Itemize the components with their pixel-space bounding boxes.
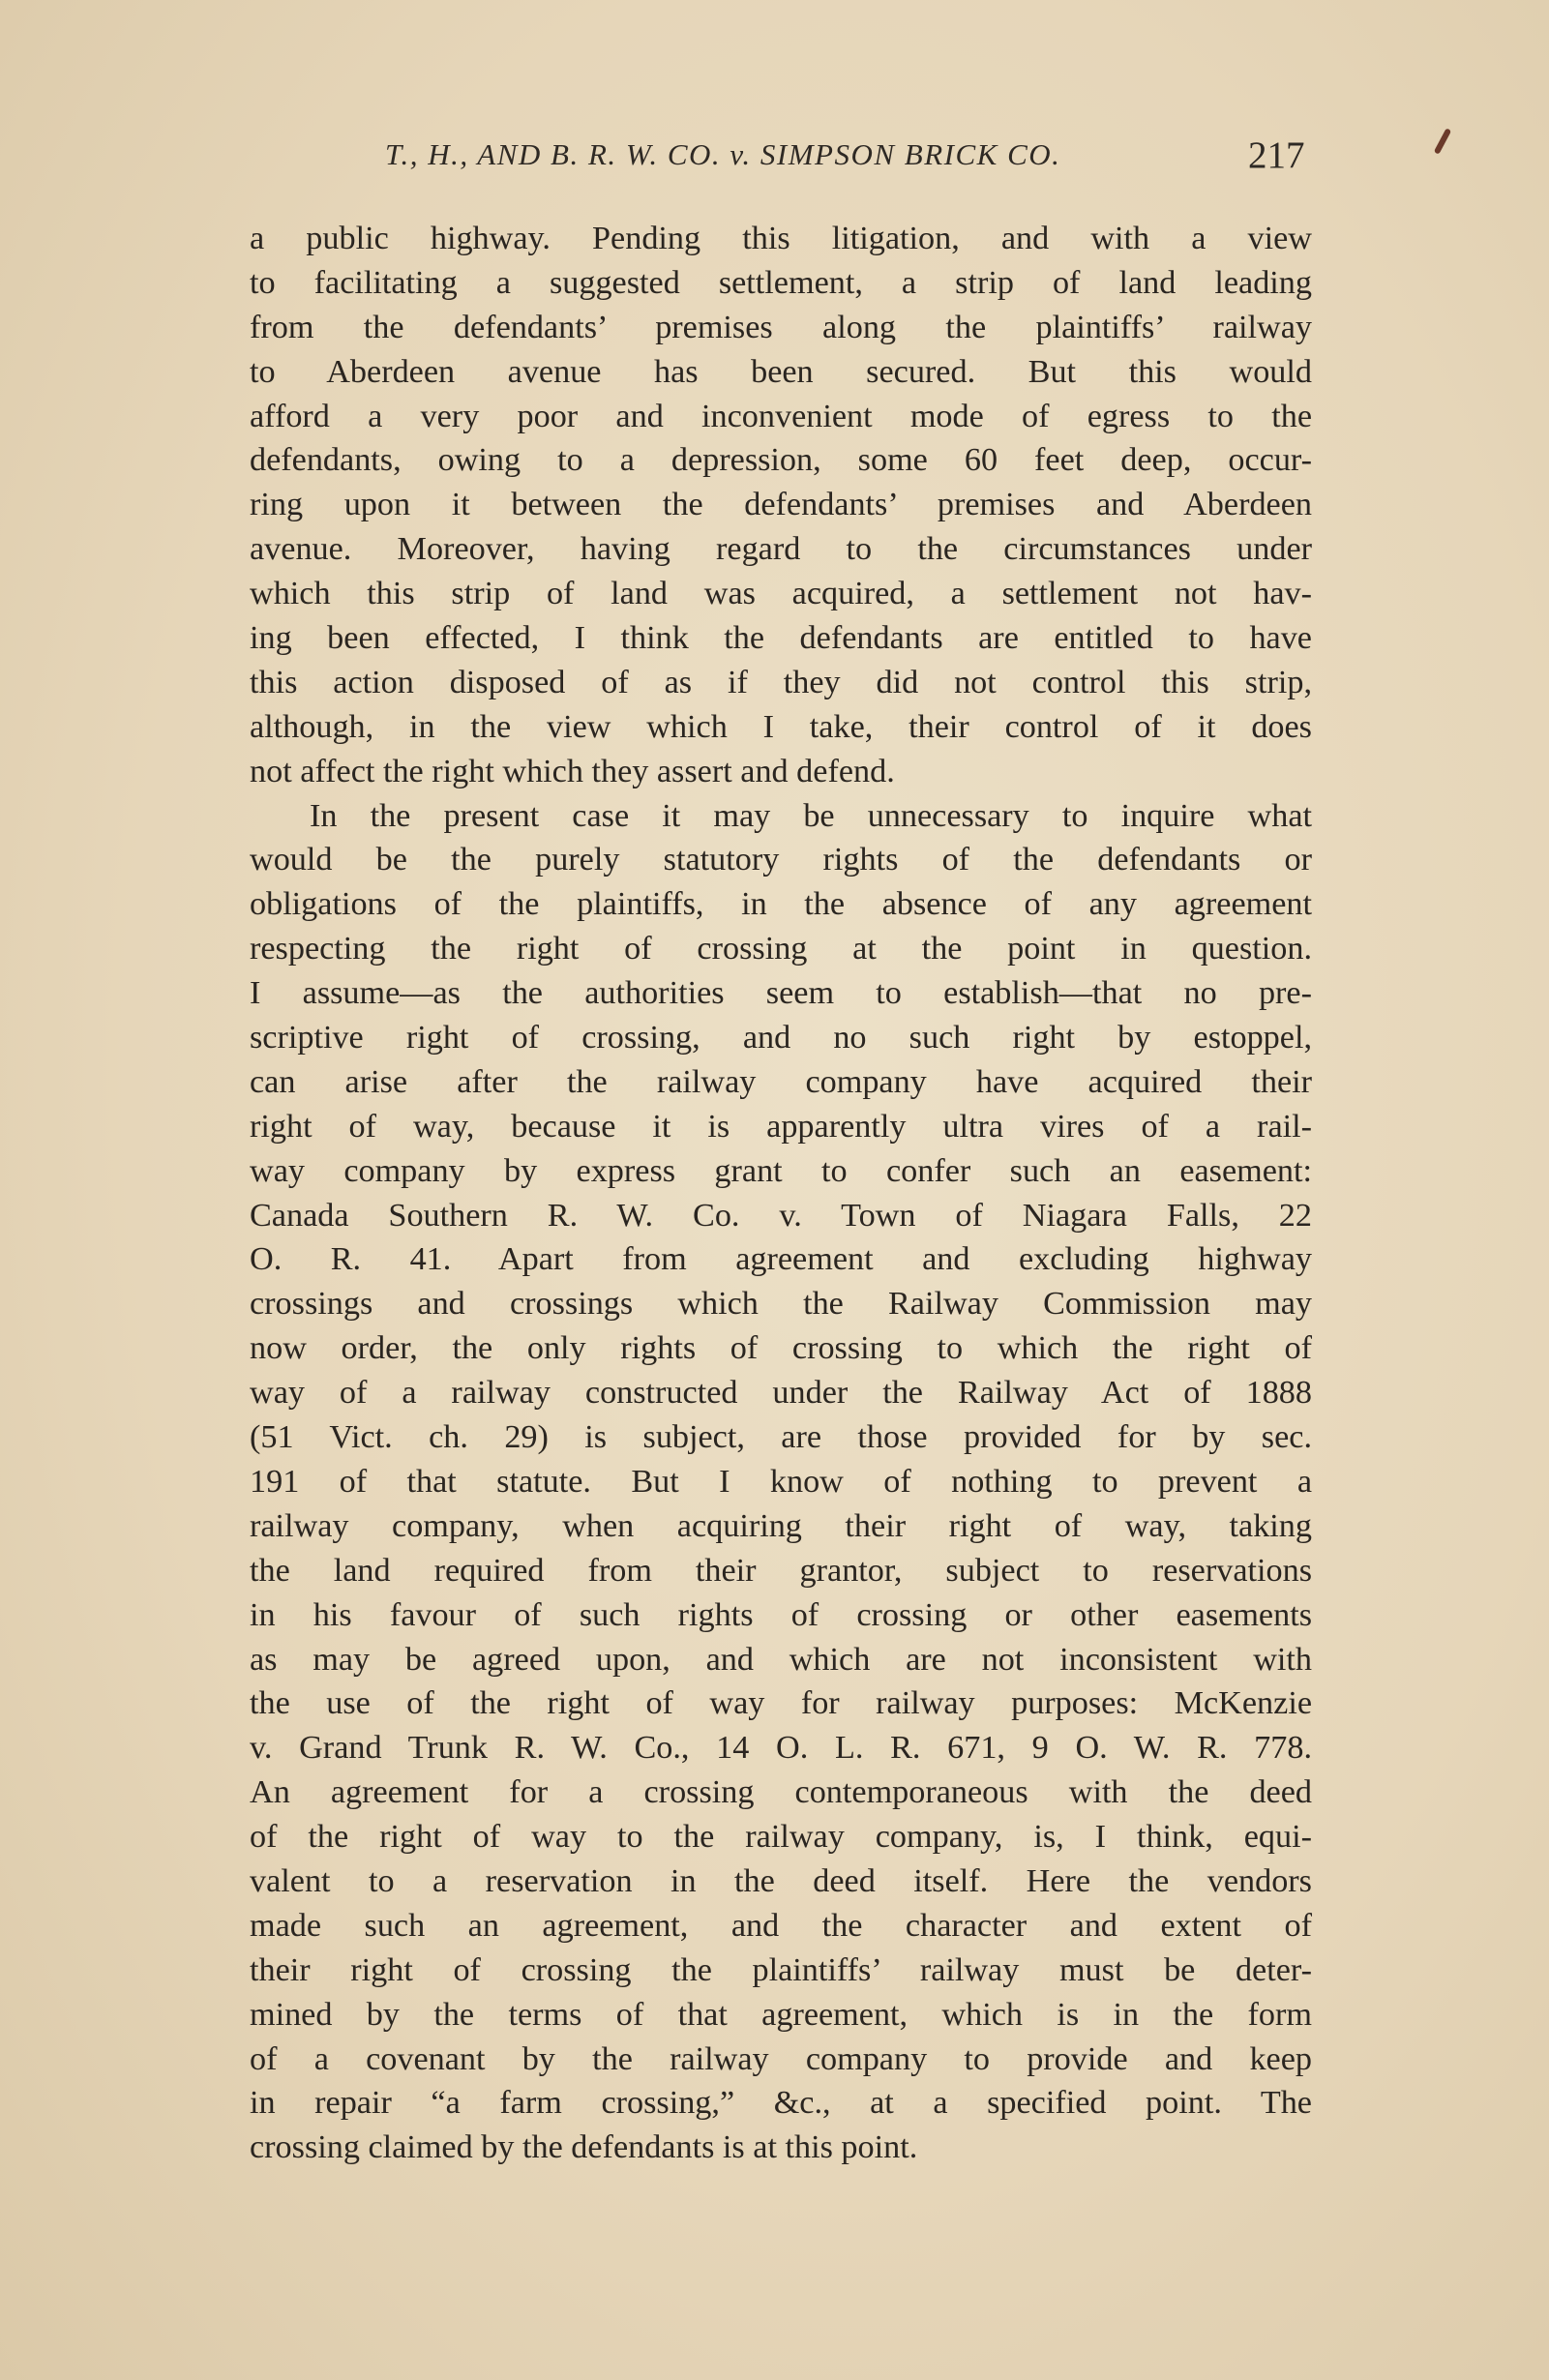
text-line: of the right of way to the railway company, is, I think, equi- — [250, 1819, 1312, 1856]
text-line: mined by the terms of that agreement, which is in the form — [250, 1996, 1312, 2033]
text-line: In the present case it may be unnecessary to inquire what — [310, 797, 1312, 834]
text-line: Canada Southern R. W. Co. v. Town of Niagara Falls, 22 — [250, 1197, 1312, 1234]
text-line: v. Grand Trunk R. W. Co., 14 O. L. R. 671, 9 O. W. R. 778. — [250, 1730, 1312, 1767]
text-line: the use of the right of way for railway purposes: McKenzie — [250, 1685, 1312, 1722]
text-line: I assume—as the authorities seem to establish—that no pre- — [250, 975, 1312, 1012]
text-line: now order, the only rights of crossing to which the right of — [250, 1330, 1312, 1367]
text-line: O. R. 41. Apart from agreement and excluding highway — [250, 1241, 1312, 1278]
text-line: scriptive right of crossing, and no such right by estoppel, — [250, 1020, 1312, 1056]
text-line: can arise after the railway company have acquired their — [250, 1063, 1312, 1100]
text-line: a public highway. Pending this litigation, and with a view — [250, 221, 1312, 256]
text-line: way of a railway constructed under the Railway Act of 1888 — [250, 1375, 1312, 1412]
text-line: not affect the right which they assert and defend. — [250, 753, 895, 789]
text-line: would be the purely statutory rights of the defendants or — [250, 842, 1312, 878]
text-line: in repair “a farm crossing,” &c., at a specified point. The — [250, 2085, 1312, 2122]
text-line: ing been effected, I think the defendants are entitled to have — [250, 620, 1312, 657]
text-line: right of way, because it is apparently ultra vires of a rail- — [250, 1108, 1312, 1145]
text-line: defendants, owing to a depression, some 60 feet deep, occur- — [250, 442, 1312, 479]
text-line: ring upon it between the defendants’ premises and Aberdeen — [250, 487, 1312, 523]
ink-mark — [1434, 128, 1451, 155]
text-line: valent to a reservation in the deed itself. Here the vendors — [250, 1862, 1312, 1899]
text-line: the land required from their grantor, subject to reservations — [250, 1552, 1312, 1589]
text-line: railway company, when acquiring their right of way, taking — [250, 1507, 1312, 1544]
running-title: T., H., AND B. R. W. CO. v. SIMPSON BRICK CO. — [385, 137, 1061, 171]
text-line: their right of crossing the plaintiffs’ railway must be deter- — [250, 1951, 1312, 1988]
text-line: made such an agreement, and the character and extent of — [250, 1907, 1312, 1944]
text-line: respecting the right of crossing at the point in question. — [250, 931, 1312, 967]
text-line: to Aberdeen avenue has been secured. But this would — [250, 353, 1312, 390]
text-line: 191 of that statute. But I know of nothing to prevent a — [250, 1463, 1312, 1500]
text-line: although, in the view which I take, their control of it does — [250, 708, 1312, 745]
text-line: (51 Vict. ch. 29) is subject, are those provided for by sec. — [250, 1419, 1312, 1456]
text-line: in his favour of such rights of crossing or other easements — [250, 1596, 1312, 1633]
text-line: to facilitating a suggested settlement, a strip of land leading — [250, 264, 1312, 301]
text-line: obligations of the plaintiffs, in the absence of any agreement — [250, 886, 1312, 923]
paragraph-2 — [250, 794, 1312, 2171]
text-line: An agreement for a crossing contemporaneous with the deed — [250, 1774, 1312, 1811]
text-line: afford a very poor and inconvenient mode of egress to the — [250, 398, 1312, 434]
text-line: from the defendants’ premises along the plaintiffs’ railway — [250, 309, 1312, 345]
running-head — [252, 134, 1316, 182]
text-line: which this strip of land was acquired, a settlement not hav- — [250, 576, 1312, 612]
text-line: this action disposed of as if they did not control this strip, — [250, 664, 1312, 700]
text-line: crossing claimed by the defendants is at this point. — [250, 2129, 918, 2166]
body-text — [250, 217, 1312, 2170]
text-line: avenue. Moreover, having regard to the circumstances under — [250, 531, 1312, 568]
text-line: as may be agreed upon, and which are not inconsistent with — [250, 1641, 1312, 1678]
text-line: of a covenant by the railway company to provide and keep — [250, 2040, 1312, 2077]
text-line: crossings and crossings which the Railway Commission may — [250, 1286, 1312, 1323]
text-line: way company by express grant to confer such an easement: — [250, 1152, 1312, 1189]
page-number: 217 — [1248, 134, 1305, 176]
paragraph-1 — [250, 217, 1312, 794]
